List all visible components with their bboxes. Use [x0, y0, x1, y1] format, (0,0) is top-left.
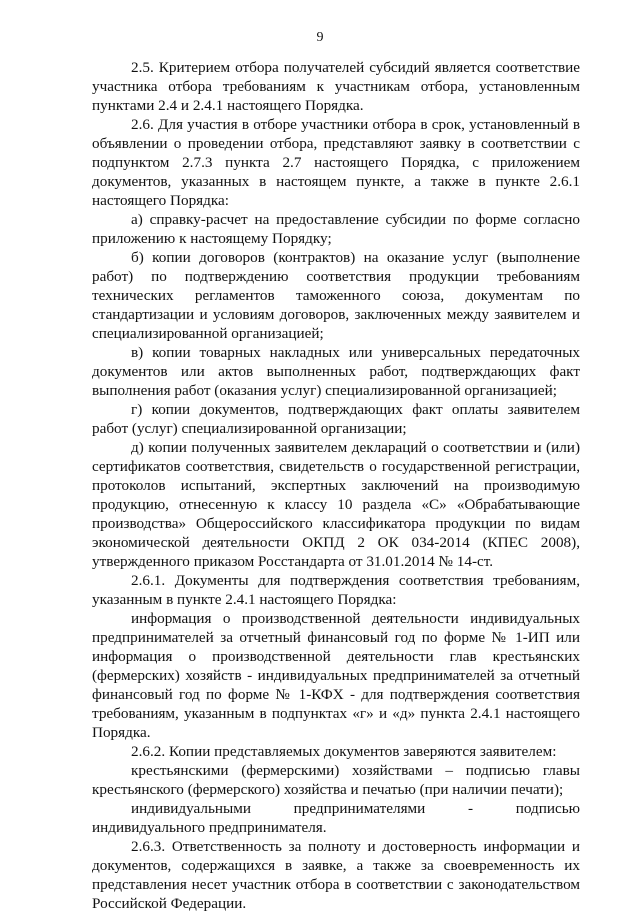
paragraph-2-6-d: д) копии полученных заявителем деклараций о соответствии и (или) сертификатов соответствия, свидетельств о государственной регистрации, протоколов испытаний, экспертных заключений на производимую продукцию, отнесенную к классу 10 раздела «С» «Обрабатывающие производства» Общероссийского классификатора продукции по видам экономической деятельности ОКПД 2 ОК 034-2014 (КПЕС 2008), утвержденного приказом Росстандарта от 31.01.2014 № 14-ст.	[92, 439, 580, 570]
paragraph-2-6-2-farms: крестьянскими (фермерскими) хозяйствами – подписью главы крестьянского (фермерского) хозяйства и печатью (при наличии печати);	[92, 762, 580, 798]
paragraph-2-6-2-entrepreneurs: индивидуальными предпринимателями - подписью индивидуального предпринимателя.	[92, 800, 580, 836]
page-number: 9	[316, 30, 324, 45]
paragraph-2-6-v: в) копии товарных накладных или универсальных передаточных документов или актов выполненных работ, подтверждающих факт выполнения работ (оказания услуг) специализированной организацией;	[92, 344, 580, 399]
paragraph-2-6-a: а) справку-расчет на предоставление субсидии по форме согласно приложению к настоящему Порядку;	[92, 211, 580, 247]
document-body	[92, 58, 580, 913]
paragraph-2-5: 2.5. Критерием отбора получателей субсидий является соответствие участника отбора требованиям к участникам отбора, установленным пунктами 2.4 и 2.4.1 настоящего Порядка.	[92, 59, 580, 114]
paragraph-2-6-3: 2.6.3. Ответственность за полноту и достоверность информации и документов, содержащихся в заявке, а также за своевременность их представления несет участник отбора в соответствии с законодательством Российской Федерации.	[92, 838, 580, 912]
paragraph-2-6: 2.6. Для участия в отборе участники отбора в срок, установленный в объявлении о проведении отбора, представляют заявку в соответствии с подпунктом 2.7.3 пункта 2.7 настоящего Порядка, с приложением документов, указанных в настоящем пункте, а также в пункте 2.6.1 настоящего Порядка:	[92, 116, 580, 209]
paragraph-2-6-1: 2.6.1. Документы для подтверждения соответствия требованиям, указанным в пункте 2.4.1 настоящего Порядка:	[92, 572, 580, 608]
paragraph-2-6-1-info: информация о производственной деятельности индивидуальных предпринимателей за отчетный финансовый год по форме № 1-ИП или информация о производственной деятельности глав крестьянских (фермерских) хозяйств - индивидуальных предпринимателей за отчетный финансовый год по форме № 1-КФХ - для подтверждения соответствия требованиям, указанным в подпунктах «г» и «д» пункта 2.4.1 настоящего Порядка.	[92, 610, 580, 741]
paragraph-2-6-b: б) копии договоров (контрактов) на оказание услуг (выполнение работ) по подтверждению соответствия продукции требованиям технических регламентов таможенного союза, документам по стандартизации и условиям договоров, заключенных между заявителем и специализированной организацией;	[92, 249, 580, 342]
paragraph-2-6-g: г) копии документов, подтверждающих факт оплаты заявителем работ (услуг) специализированной организации;	[92, 401, 580, 437]
paragraph-2-6-2: 2.6.2. Копии представляемых документов заверяются заявителем:	[131, 743, 557, 760]
